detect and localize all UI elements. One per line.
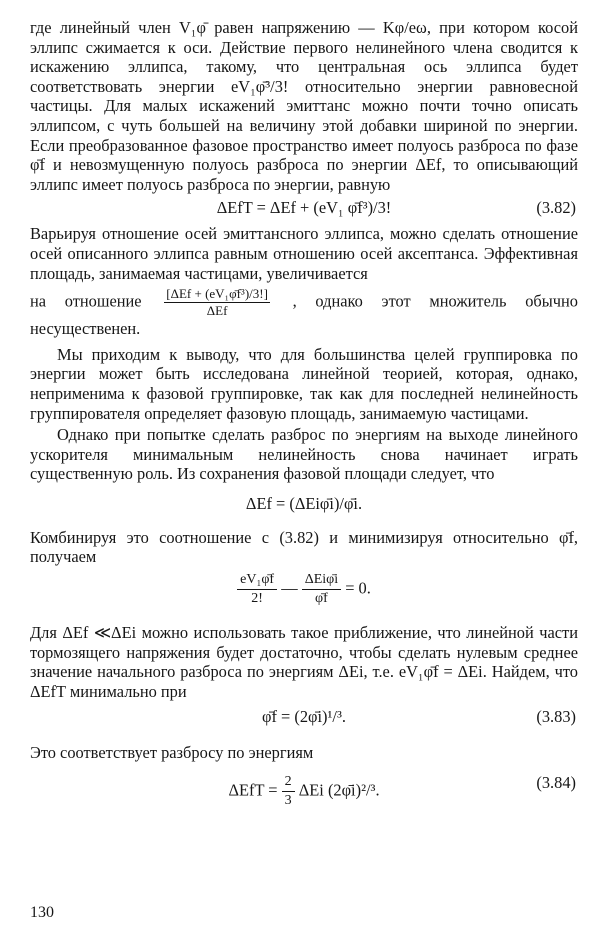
equation-3-84-rhs: ΔEi (2φ̄i)²/³. — [298, 780, 380, 800]
paragraph-2-start: Варьируя отношение осей эмиттансного эллипса, можно сделать отношение осей описанного эллипса равным отношению осей аксептанса. Эффективная площадь, занимаемая частицами, увеличивается — [30, 224, 578, 283]
coefficient-denominator: 3 — [284, 793, 292, 809]
area-ratio-fraction — [164, 286, 270, 319]
equation-3-84-number: (3.84) — [536, 773, 576, 793]
paragraph-2-ratio-line — [30, 286, 578, 339]
min-fraction-1 — [237, 571, 277, 608]
equation-3-83-number: (3.83) — [536, 707, 576, 727]
min-rhs: = 0. — [345, 578, 371, 598]
min-fraction-2-numerator: ΔEiφ̄i — [302, 571, 341, 590]
equation-conservation-expr: ΔEf = (ΔEiφ̄i)/φ̄i. — [245, 493, 363, 513]
paragraph-2-lead: на отношение — [30, 291, 142, 311]
equation-3-84-coefficient — [282, 773, 295, 810]
equation-3-82-number: (3.82) — [536, 198, 576, 218]
equation-3-82 — [30, 198, 578, 224]
min-fraction-1-denominator: 2! — [251, 591, 263, 607]
equation-3-83-expr: φ̄f = (2φ̄i)¹/³. — [262, 707, 346, 727]
min-fraction-1-numerator: eV₁φ̄f — [237, 571, 277, 590]
paragraph-1: где линейный член V₁φ̄ равен напряжению — Kφ/eω, при котором косой эллипс сжимается к оси. Действие первого нелинейного члена сводится к искажению эллипса, такому, что центральная ось эллипса будет соответствовать энергии eV₁φ̄³/3! относительно энергии равновесной частицы. Для малых искажений эмиттанс можно почти точно описать эллипсом, с чуть большей на величину этой добавки шириной по энергии. Если преобразованное фазовое пространство имеет полуось разброса по фазе φ̄f и невозмущенную полуось разброса по энергии ΔEf, то описывающий эллипс имеет полуось разброса по энергии, равную — [30, 18, 578, 194]
equation-3-83 — [30, 707, 578, 731]
area-ratio-denominator: ΔEf — [206, 303, 228, 319]
paragraph-3: Мы приходим к выводу, что для большинства целей группировка по энергии может быть исследована линейной теорией, которая, однако, неприменима к фазовой группировке, так как для последней нелинейность группирователя определяет фазовую площадь, занимаемую частицами. — [30, 344, 578, 423]
equation-3-82-expr: ΔEfT = ΔEf + (eV₁ φ̄f³)/3! — [216, 198, 392, 218]
coefficient-numerator: 2 — [282, 773, 295, 792]
min-minus-sign: — — [281, 578, 298, 598]
paragraph-2 — [30, 224, 578, 283]
equation-minimization — [30, 571, 578, 617]
area-ratio-numerator: [ΔEf + (eV₁φ̄f³)/3!] — [166, 286, 268, 302]
paragraph-4: Однако при попытке сделать разброс по энергиям на выходе линейного ускорителя минимальным нелинейность снова начинает играть существенную роль. Из сохранения фазовой площади следует, что — [30, 425, 578, 484]
min-fraction-2-denominator: φ̄f — [315, 591, 328, 607]
equation-3-84 — [30, 773, 578, 809]
paragraph-5: Комбинируя это соотношение с (3.82) и минимизируя относительно φ̄f, получаем — [30, 527, 578, 567]
paragraph-7: Это соответствует разбросу по энергиям — [30, 743, 314, 763]
min-fraction-2 — [302, 571, 341, 608]
page-number: 130 — [30, 904, 54, 921]
equation-3-84-lhs: ΔEfT = — [228, 780, 278, 800]
paragraph-6: Для ΔEf ≪ΔEi можно использовать такое приближение, что линейной части тормозящего напряжения будет достаточно, чтобы сделать нулевым среднее значение начального разброса по энергиям ΔEi, т.е. eV₁φ̄f = ΔEi. Найдем, что ΔEfT минимально при — [30, 623, 578, 701]
paragraph-2-tail: , однако этот множитель обычно несущественен. — [30, 291, 578, 339]
equation-conservation — [30, 494, 578, 514]
